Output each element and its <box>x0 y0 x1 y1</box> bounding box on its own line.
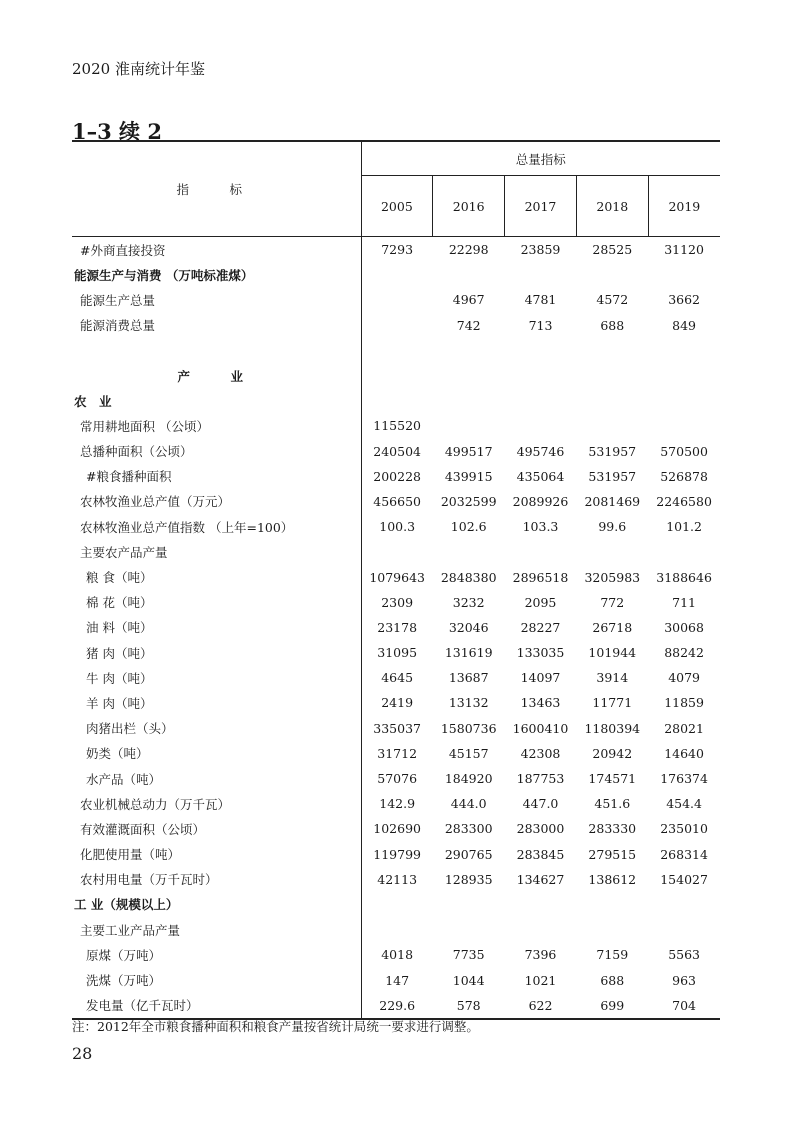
table-row <box>72 338 720 363</box>
table-row <box>72 564 720 589</box>
cell-value: 147 <box>385 972 410 988</box>
row-label: 常用耕地面积 （公顷） <box>72 413 361 438</box>
year-column-header: 2019 <box>648 176 720 237</box>
cell-value: 88242 <box>664 645 704 661</box>
cell-value: 2246580 <box>656 493 712 509</box>
cell-value <box>433 363 505 388</box>
running-head: 2020 淮南统计年鉴 <box>72 60 205 78</box>
cell-value: 133035 <box>516 645 565 661</box>
cell-value <box>576 892 648 917</box>
cell-value: 3914 <box>596 670 629 686</box>
cell-value: 174571 <box>588 771 637 787</box>
cell-value: 3205983 <box>584 569 641 585</box>
cell-value <box>361 287 433 312</box>
cell-value: 772 <box>600 594 625 610</box>
cell-value: 28021 <box>664 720 704 736</box>
cell-value <box>576 363 648 388</box>
cell-value: 115520 <box>373 418 421 434</box>
cell-value: 699 <box>576 993 648 1019</box>
table-row <box>72 615 720 640</box>
cell-value: 102690 <box>373 821 421 837</box>
table-row <box>72 842 720 867</box>
cell-value: 4781 <box>524 292 557 308</box>
cell-value: 4645 <box>381 670 414 686</box>
cell-value: 4572 <box>596 292 629 308</box>
cell-value: 23859 <box>520 242 561 258</box>
cell-value: 229.6 <box>361 993 433 1019</box>
table-row <box>72 237 720 263</box>
cell-value: 963 <box>672 972 697 988</box>
cell-value: 283000 <box>516 821 565 837</box>
cell-value <box>576 262 648 287</box>
cell-value <box>648 363 720 388</box>
cell-value: 30068 <box>664 619 704 635</box>
cell-value <box>433 917 505 942</box>
row-label: 工 业（规模以上） <box>72 892 361 917</box>
cell-value <box>576 539 648 564</box>
cell-value: 7735 <box>452 947 485 963</box>
row-label: 有效灌溉面积（公顷） <box>72 816 361 841</box>
table-row <box>72 514 720 539</box>
cell-value: 704 <box>648 993 720 1019</box>
cell-value <box>361 363 433 388</box>
cell-value: 187753 <box>516 771 565 787</box>
cell-value: 1079643 <box>369 569 425 585</box>
table-row <box>72 993 720 1019</box>
cell-value <box>505 917 577 942</box>
cell-value: 31095 <box>377 645 418 661</box>
row-label: 牛 肉（吨） <box>72 665 361 690</box>
row-label: 水产品（吨） <box>72 766 361 791</box>
cell-value: 2419 <box>381 695 414 711</box>
row-label: 农林牧渔业总产值（万元） <box>72 489 361 514</box>
cell-value: 154027 <box>660 871 708 887</box>
row-label: 农 业 <box>72 388 361 413</box>
cell-value: 184920 <box>444 771 493 787</box>
row-label: 羊 肉（吨） <box>72 690 361 715</box>
cell-value: 26718 <box>592 619 633 635</box>
row-label: 农林牧渔业总产值指数 （上年=100） <box>72 514 361 539</box>
cell-value: 28525 <box>592 242 633 258</box>
row-label: 棉 花（吨） <box>72 590 361 615</box>
cell-value: 849 <box>672 317 697 333</box>
table-row <box>72 489 720 514</box>
table-row <box>72 867 720 892</box>
cell-value: 101.2 <box>666 519 702 535</box>
cell-value: 435064 <box>516 468 565 484</box>
cell-value <box>648 892 720 917</box>
cell-value: 2896518 <box>512 569 569 585</box>
cell-value: 713 <box>528 317 553 333</box>
cell-value: 499517 <box>444 443 493 459</box>
cell-value: 240504 <box>373 443 421 459</box>
table-row <box>72 363 720 388</box>
cell-value: 103.3 <box>522 519 559 535</box>
cell-value: 439915 <box>444 468 493 484</box>
row-label: 肉猪出栏（头） <box>72 716 361 741</box>
cell-value: 1044 <box>452 972 485 988</box>
cell-value: 495746 <box>516 443 565 459</box>
cell-value: 138612 <box>588 871 637 887</box>
cell-value: 5563 <box>668 947 700 963</box>
table-title: 1–3 续 2 <box>72 119 162 144</box>
table-row <box>72 967 720 992</box>
cell-value: 1600410 <box>512 720 569 736</box>
cell-value: 531957 <box>588 468 637 484</box>
cell-value: 32046 <box>448 619 489 635</box>
row-label: 主要农产品产量 <box>72 539 361 564</box>
cell-value: 4079 <box>668 670 700 686</box>
cell-value <box>505 413 577 438</box>
cell-value: 119799 <box>373 846 421 862</box>
cell-value <box>433 539 505 564</box>
table-row <box>72 287 720 312</box>
cell-value: 2095 <box>524 594 557 610</box>
cell-value: 13687 <box>448 670 489 686</box>
table-row <box>72 791 720 816</box>
cell-value: 45157 <box>448 745 489 761</box>
row-label: 农村用电量（万千瓦时） <box>72 867 361 892</box>
cell-value: 2309 <box>381 594 414 610</box>
cell-value: 7293 <box>381 242 414 258</box>
table-row <box>72 439 720 464</box>
table-row <box>72 313 720 338</box>
cell-value <box>361 262 433 287</box>
cell-value: 3662 <box>668 292 700 308</box>
cell-value: 200228 <box>373 468 421 484</box>
cell-value: 578 <box>433 993 505 1019</box>
row-label: 原煤（万吨） <box>72 942 361 967</box>
statistics-table-container <box>72 140 720 1020</box>
cell-value: 283300 <box>444 821 493 837</box>
cell-value: 688 <box>600 317 625 333</box>
cell-value: 1180394 <box>584 720 641 736</box>
table-header <box>72 141 720 237</box>
table-row <box>72 917 720 942</box>
cell-value: 131619 <box>444 645 493 661</box>
cell-value: 22298 <box>448 242 489 258</box>
cell-value: 1580736 <box>440 720 497 736</box>
cell-value <box>648 388 720 413</box>
cell-value <box>505 388 577 413</box>
cell-value: 42308 <box>520 745 561 761</box>
row-label: 猪 肉（吨） <box>72 640 361 665</box>
cell-value: 2848380 <box>440 569 497 585</box>
cell-value: 42113 <box>377 871 418 887</box>
cell-value <box>505 363 577 388</box>
cell-value: 14640 <box>664 745 704 761</box>
cell-value: 526878 <box>660 468 708 484</box>
cell-value: 531957 <box>588 443 637 459</box>
row-label: 粮 食（吨） <box>72 564 361 589</box>
cell-value: 2032599 <box>440 493 497 509</box>
row-label: 总播种面积（公顷） <box>72 439 361 464</box>
cell-value: 3188646 <box>656 569 712 585</box>
row-label: 能源生产总量 <box>72 287 361 312</box>
cell-value: 13132 <box>448 695 489 711</box>
cell-value: 102.6 <box>450 519 487 535</box>
cell-value: 28227 <box>520 619 561 635</box>
cell-value: 128935 <box>444 871 493 887</box>
cell-value: 23178 <box>377 619 418 635</box>
cell-value: 688 <box>600 972 625 988</box>
cell-value: 31712 <box>377 745 418 761</box>
row-label: 能源生产与消费 （万吨标准煤） <box>72 262 361 287</box>
cell-value <box>648 539 720 564</box>
cell-value: 622 <box>505 993 577 1019</box>
cell-value <box>505 262 577 287</box>
table-row <box>72 388 720 413</box>
row-label: #外商直接投资 <box>72 237 361 263</box>
row-label: 洗煤（万吨） <box>72 967 361 992</box>
cell-value <box>361 338 433 363</box>
cell-value: 444.0 <box>450 796 487 812</box>
row-label: #粮食播种面积 <box>72 464 361 489</box>
cell-value: 451.6 <box>594 796 631 812</box>
cell-value: 142.9 <box>379 796 416 812</box>
cell-value <box>361 313 433 338</box>
year-column-header: 2018 <box>576 176 648 237</box>
table-row <box>72 640 720 665</box>
row-label: 化肥使用量（吨） <box>72 842 361 867</box>
cell-value: 742 <box>456 317 481 333</box>
cell-value <box>505 539 577 564</box>
cell-value: 290765 <box>444 846 493 862</box>
cell-value <box>648 917 720 942</box>
page-number: 28 <box>72 1044 93 1063</box>
cell-value <box>576 338 648 363</box>
table-row <box>72 716 720 741</box>
cell-value <box>433 338 505 363</box>
table-row <box>72 942 720 967</box>
cell-value: 3232 <box>452 594 485 610</box>
row-label <box>72 338 361 363</box>
cell-value <box>433 388 505 413</box>
table-row <box>72 464 720 489</box>
table-row <box>72 590 720 615</box>
cell-value <box>576 388 648 413</box>
cell-value: 454.4 <box>666 796 702 812</box>
cell-value: 134627 <box>516 871 565 887</box>
index-column-header: 指 标 <box>72 141 361 237</box>
cell-value: 31120 <box>664 242 704 258</box>
row-label: 发电量（亿千瓦时） <box>72 993 361 1019</box>
year-column-header: 2017 <box>505 176 577 237</box>
cell-value: 335037 <box>373 720 421 736</box>
group-column-header: 总量指标 <box>361 141 720 176</box>
row-label: 产 业 <box>72 363 361 388</box>
statistics-table <box>72 140 720 1020</box>
cell-value: 11859 <box>664 695 704 711</box>
cell-value <box>433 892 505 917</box>
table-row <box>72 539 720 564</box>
cell-value <box>576 917 648 942</box>
cell-value: 176374 <box>660 771 708 787</box>
row-label: 农业机械总动力（万千瓦） <box>72 791 361 816</box>
table-row <box>72 262 720 287</box>
cell-value: 235010 <box>660 821 708 837</box>
cell-value <box>505 892 577 917</box>
cell-value <box>505 338 577 363</box>
table-body <box>72 237 720 1019</box>
cell-value: 99.6 <box>598 519 627 535</box>
row-label: 能源消费总量 <box>72 313 361 338</box>
cell-value <box>361 388 433 413</box>
cell-value: 2089926 <box>512 493 569 509</box>
table-footnote: 注：2012年全市粮食播种面积和粮食产量按省统计局统一要求进行调整。 <box>72 1019 479 1034</box>
cell-value: 11771 <box>592 695 633 711</box>
year-column-header: 2005 <box>361 176 433 237</box>
cell-value <box>648 413 720 438</box>
table-row <box>72 665 720 690</box>
cell-value: 2081469 <box>584 493 641 509</box>
cell-value <box>361 539 433 564</box>
cell-value: 283845 <box>516 846 565 862</box>
cell-value: 711 <box>672 594 697 610</box>
cell-value <box>648 338 720 363</box>
row-label: 主要工业产品产量 <box>72 917 361 942</box>
cell-value: 570500 <box>660 443 708 459</box>
row-label: 奶类（吨） <box>72 741 361 766</box>
cell-value: 447.0 <box>522 796 559 812</box>
cell-value: 100.3 <box>379 519 416 535</box>
cell-value: 7396 <box>524 947 557 963</box>
cell-value: 456650 <box>373 493 421 509</box>
cell-value: 57076 <box>377 771 418 787</box>
table-row <box>72 892 720 917</box>
cell-value: 4967 <box>452 292 485 308</box>
cell-value <box>576 413 648 438</box>
table-row <box>72 690 720 715</box>
table-row <box>72 816 720 841</box>
year-column-header: 2016 <box>433 176 505 237</box>
cell-value: 268314 <box>660 846 708 862</box>
cell-value: 20942 <box>592 745 633 761</box>
cell-value <box>361 892 433 917</box>
cell-value: 4018 <box>381 947 414 963</box>
cell-value: 283330 <box>588 821 637 837</box>
cell-value: 279515 <box>588 846 637 862</box>
cell-value: 101944 <box>588 645 637 661</box>
row-label: 油 料（吨） <box>72 615 361 640</box>
table-row <box>72 766 720 791</box>
cell-value: 14097 <box>520 670 561 686</box>
cell-value: 1021 <box>524 972 557 988</box>
table-row <box>72 741 720 766</box>
cell-value <box>433 262 505 287</box>
cell-value: 7159 <box>596 947 629 963</box>
cell-value <box>361 917 433 942</box>
cell-value: 13463 <box>520 695 561 711</box>
cell-value <box>433 413 505 438</box>
table-row <box>72 413 720 438</box>
cell-value <box>648 262 720 287</box>
